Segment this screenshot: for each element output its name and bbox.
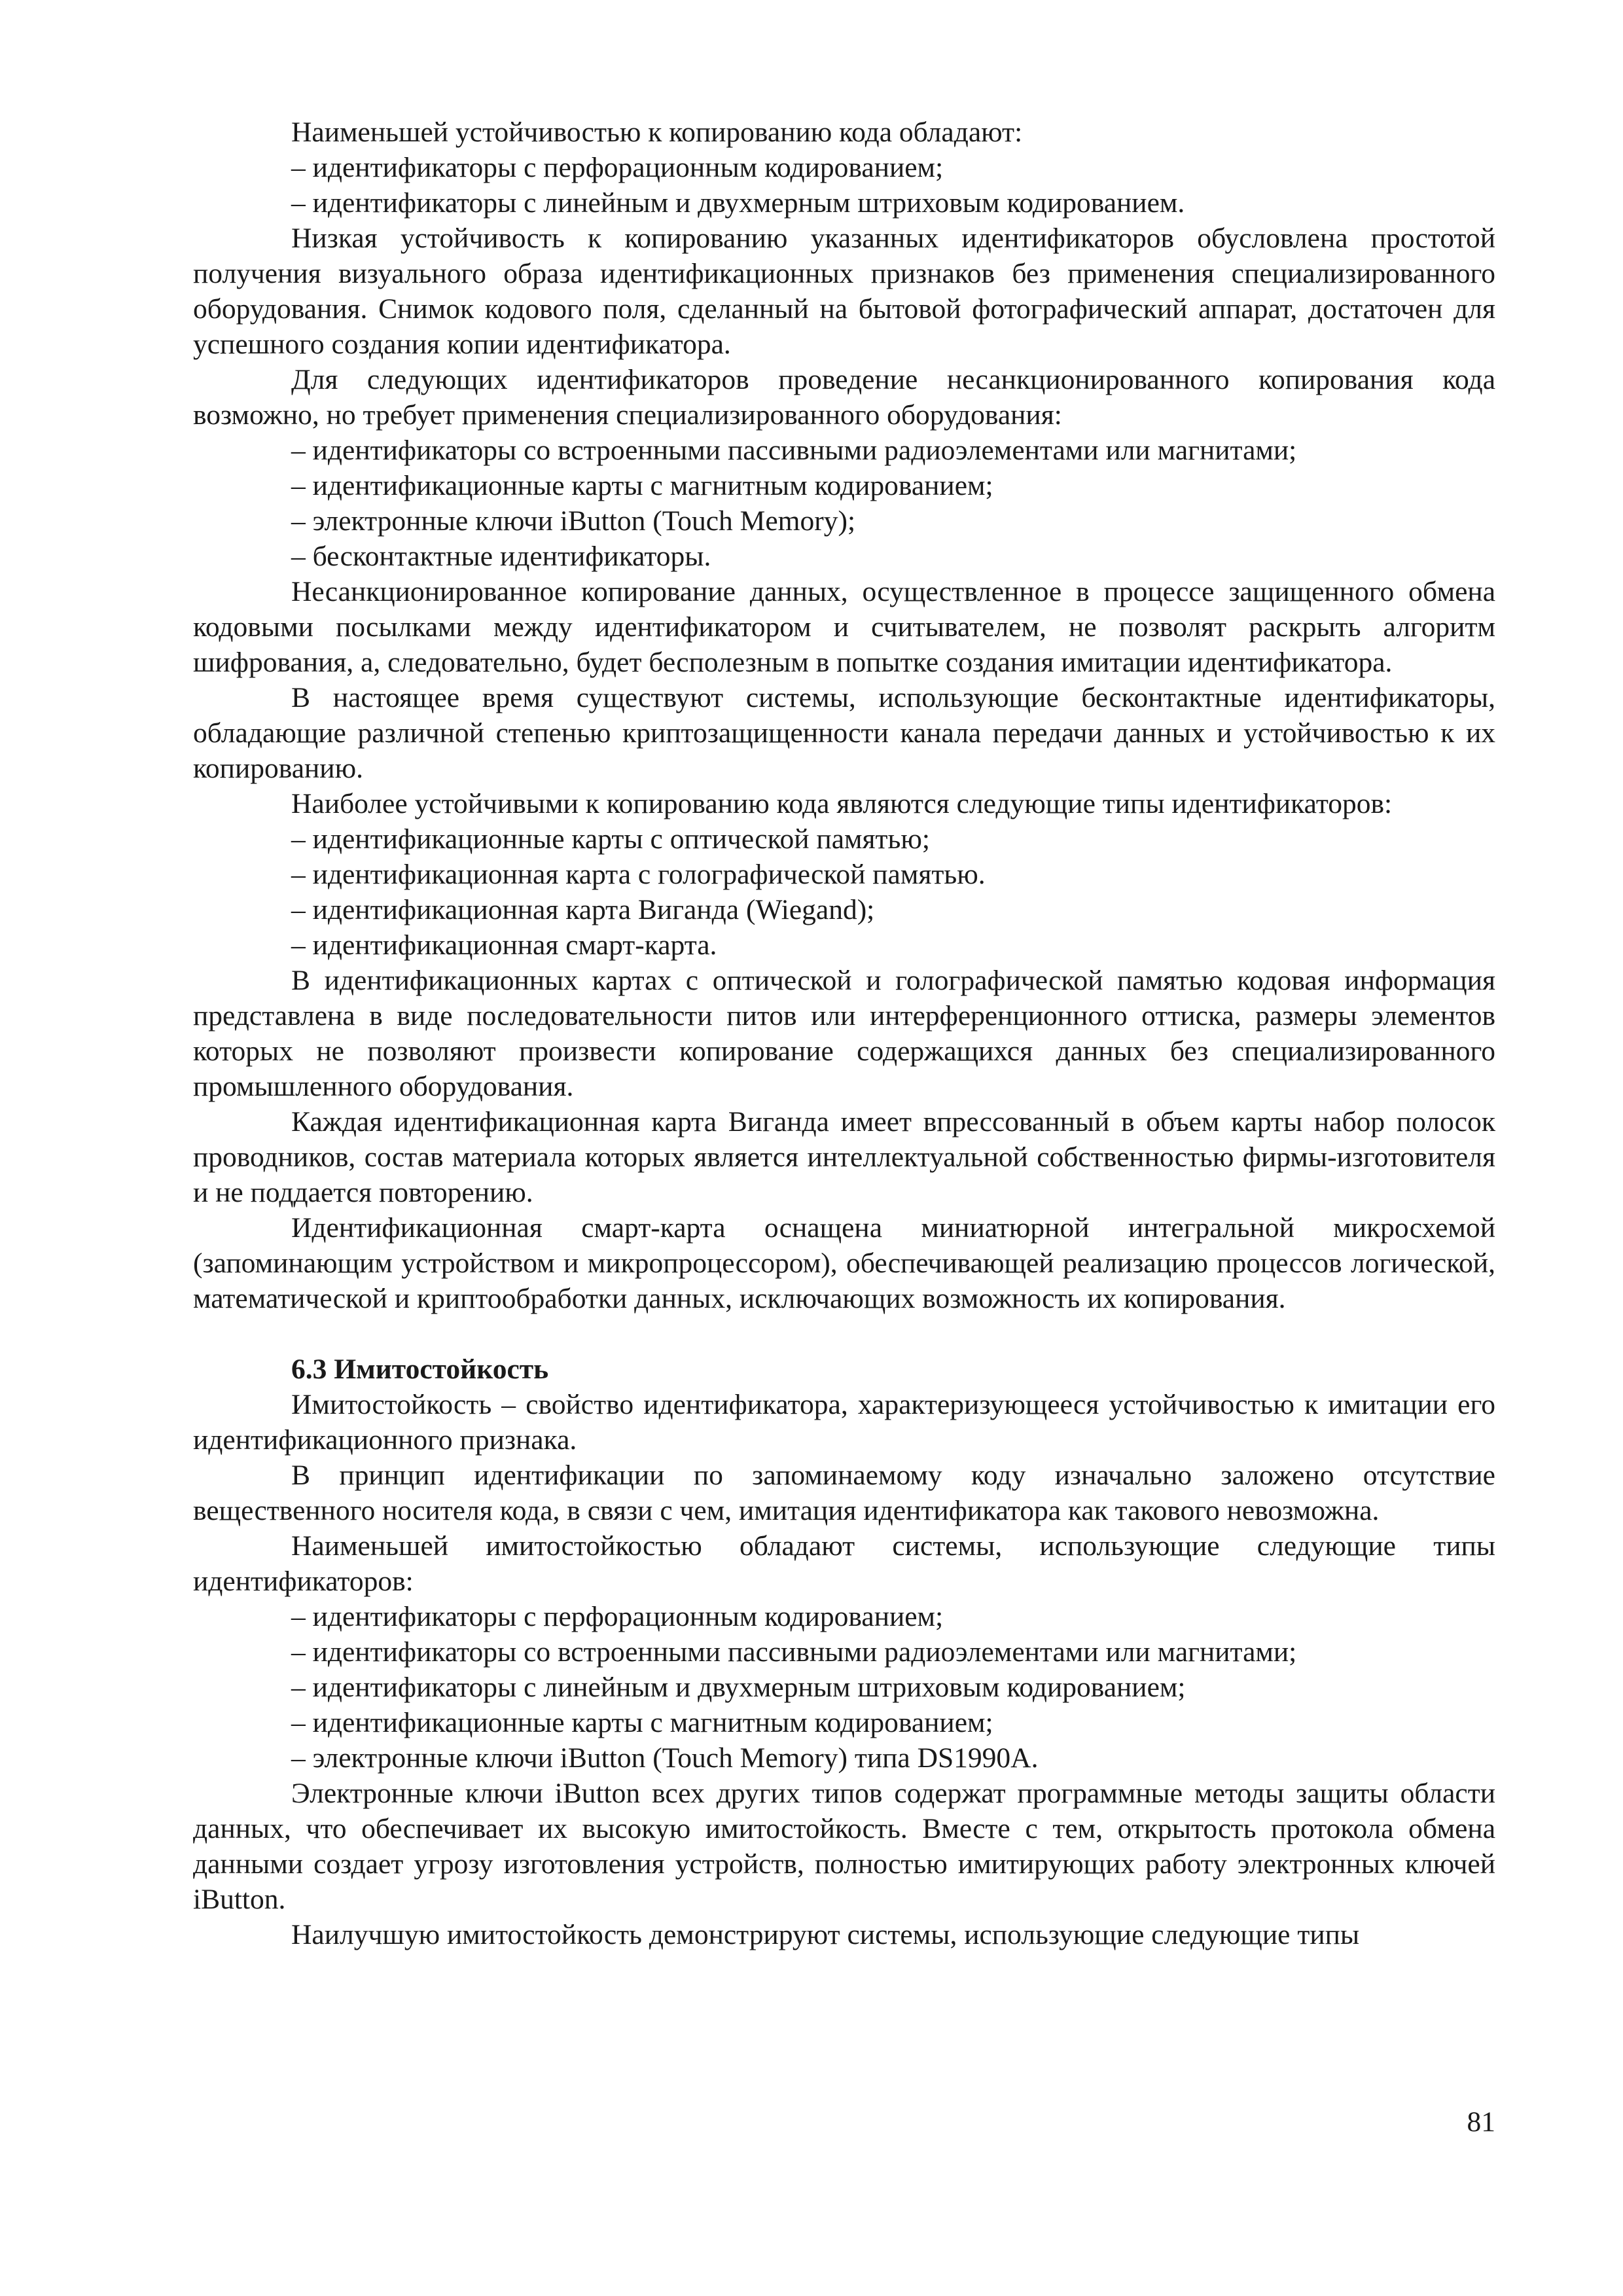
list-item: – идентификаторы с линейным и двухмерным штриховым кодированием; bbox=[291, 1672, 1186, 1703]
section-heading: 6.3 Имитостойкость bbox=[291, 1354, 549, 1385]
intro-line: Наименьшей устойчивостью к копированию кода обладают: bbox=[291, 117, 1023, 148]
page-number: 81 bbox=[1467, 2106, 1495, 2138]
paragraph-least-resistance: Наименьшей имитостойкостью обладают системы, использующие следующие типы идентификаторов: bbox=[193, 1530, 1495, 1597]
list-item: – идентификационная карта с голографической памятью. bbox=[291, 859, 986, 890]
paragraph-memorized-code: В принцип идентификации по запоминаемому коду изначально заложено отсутствие вещественного носителя кода, в связи с чем, имитация идентификатора как такового невозможна. bbox=[193, 1460, 1495, 1526]
list-item: – идентификационная карта Виганда (Wiegand); bbox=[291, 894, 875, 925]
paragraph-smartcard: Идентификационная смарт-карта оснащена миниатюрной интегральной микросхемой (запоминающим устройством и микропроцессором), обеспечивающей реализацию процессов логической, математической и криптообработки данных, исключающих возможность их копирования. bbox=[193, 1212, 1495, 1314]
list-item: – идентификационные карты с магнитным кодированием; bbox=[291, 1707, 993, 1738]
paragraph-definition: Имитостойкость – свойство идентификатора, характеризующееся устойчивостью к имитации его идентификационного признака. bbox=[193, 1389, 1495, 1456]
list-item: – идентификаторы со встроенными пассивными радиоэлементами или магнитами; bbox=[291, 435, 1297, 466]
paragraph-low-resistance: Низкая устойчивость к копированию указанных идентификаторов обусловлена простотой получения визуального образа идентификационных признаков без применения специализированного оборудования. Снимок кодового поля, сделанный на бытовой фотографический аппарат, достаточен для успешного создания копии идентификатора. bbox=[193, 223, 1495, 360]
list-item: – идентификаторы со встроенными пассивными радиоэлементами или магнитами; bbox=[291, 1636, 1297, 1668]
list-item: – идентификаторы с перфорационным кодированием; bbox=[291, 152, 944, 183]
list-item: – идентификаторы с линейным и двухмерным штриховым кодированием. bbox=[291, 187, 1185, 219]
paragraph-wiegand: Каждая идентификационная карта Виганда имеет впрессованный в объем карты набор полосок проводников, состав материала которых является интеллектуальной собственностью фирмы-изготовителя и не поддается повторению. bbox=[193, 1106, 1495, 1208]
list-item: – идентификационные карты с оптической памятью; bbox=[291, 823, 930, 855]
list-item: – идентификационные карты с магнитным кодированием; bbox=[291, 470, 993, 501]
paragraph-best-resistance: Наилучшую имитостойкость демонстрируют системы, использующие следующие типы bbox=[291, 1919, 1360, 1950]
list-item: – электронные ключи iButton (Touch Memory) типа DS1990A. bbox=[291, 1742, 1039, 1774]
paragraph-systems: В настоящее время существуют системы, использующие бесконтактные идентификаторы, обладающие различной степенью криптозащищенности канала передачи данных и устойчивостью к их копированию. bbox=[193, 682, 1495, 784]
intro-line: Наиболее устойчивыми к копированию кода являются следующие типы идентификаторов: bbox=[291, 788, 1393, 819]
list-item: – бесконтактные идентификаторы. bbox=[291, 541, 711, 572]
page-body bbox=[193, 115, 1495, 1952]
paragraph-unauthorized-copy: Несанкционированное копирование данных, осуществленное в процессе защищенного обмена кодовыми посылками между идентификатором и считывателем, не позволят раскрыть алгоритм шифрования, а, следовательно, будет бесполезным в попытке создания имитации идентификатора. bbox=[193, 576, 1495, 678]
list-item: – идентификационная смарт-карта. bbox=[291, 929, 717, 961]
paragraph-special-equipment: Для следующих идентификаторов проведение несанкционированного копирования кода возможно, но требует применения специализированного оборудования: bbox=[193, 364, 1495, 431]
paragraph-ibutton: Электронные ключи iButton всех других типов содержат программные методы защиты области данных, что обеспечивает их высокую имитостойкость. Вместе с тем, открытость протокола обмена данными создает угрозу изготовления устройств, полностью имитирующих работу электронных ключей iButton. bbox=[193, 1778, 1495, 1915]
list-item: – идентификаторы с перфорационным кодированием; bbox=[291, 1601, 944, 1632]
list-item: – электронные ключи iButton (Touch Memory); bbox=[291, 505, 856, 537]
paragraph-optical: В идентификационных картах с оптической и голографической памятью кодовая информация представлена в виде последовательности питов или интерференционного оттиска, размеры элементов которых не позволяют произвести копирование содержащихся данных без специализированного промышленного оборудования. bbox=[193, 965, 1495, 1102]
